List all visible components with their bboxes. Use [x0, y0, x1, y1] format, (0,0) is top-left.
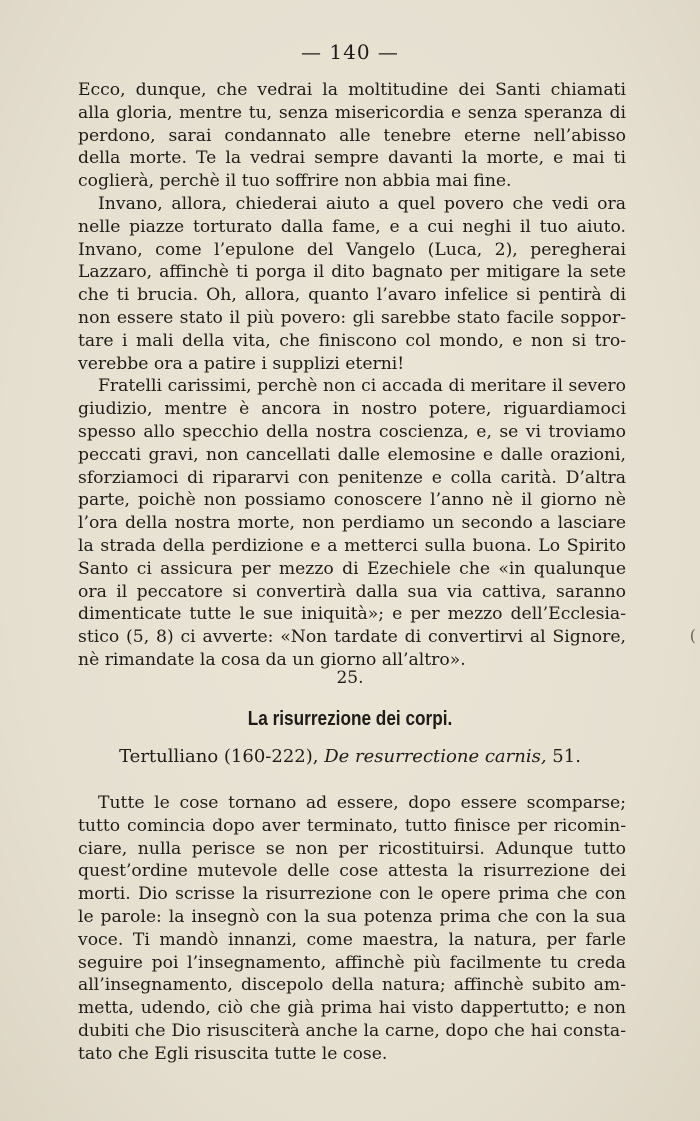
citation-work: De resurrectione carnis, — [324, 746, 547, 767]
text-block-sermon — [78, 79, 626, 672]
citation-author: Tertulliano (160-222), — [119, 746, 319, 767]
margin-mark: ( — [689, 626, 696, 645]
source-citation — [0, 746, 700, 767]
citation-chapter: 51. — [552, 746, 581, 767]
paragraph: Ecco, dunque, che vedrai la moltitudine dei Santi chiamati alla gloria, mentre tu, senza misericordia e senza speranza di perdono, sarai condannato alle tenebre eterne nell’abisso della morte. Te la vedrai sempre davanti la morte, e mai ti coglierà, perchè il tuo soffrire non abbia mai fine. — [78, 80, 626, 192]
paragraph: Tutte le cose tornano ad essere, dopo essere scomparse; tutto comincia dopo aver terminato, tutto finisce per ricominciare, nulla perisce se non per ricostituirsi. Adunque tutto quest’ordine mutevole delle cose attesta la risurrezione dei morti. Dio scrisse la risurrezione con le opere prima che con le parole: la insegnò con la sua potenza prima che con la sua voce. Ti mandò innanzi, come maestra, la natura, per farle seguire poi l’insegnamento, affinchè più facilmente tu creda all’insegnamento, discepolo della natura; affinchè subito ammetta, udendo, ciò che già prima hai visto dappertutto; e non dubiti che Dio risusciterà anche la carne, dopo che hai constatato che Egli risuscita tutte le cose. — [78, 793, 626, 1064]
paragraph: Invano, allora, chiederai aiuto a quel povero che vedi ora nelle piazze torturato dalla fame, e a cui neghi il tuo aiuto. Invano, come l’epulone del Vangelo (Luca, 2), peregherai Lazzaro, affinchè ti porga il dito bagnato per mitigare la sete che ti brucia. Oh, allora, quanto l’avaro infelice si pentirà di non essere stato il più povero: gli sarebbe stato facile sopportare i mali della vita, che finiscono col mondo, e non si troverebbe ora a patire i supplizi eterni! — [78, 193, 626, 374]
text-block-tertullian — [78, 792, 626, 1066]
page-number: — 140 — — [301, 40, 399, 64]
section-number: 25. — [336, 668, 364, 688]
paragraph: Fratelli carissimi, perchè non ci accada di meritare il severo giudizio, mentre è ancora in nostro potere, riguardiamoci spesso allo specchio della nostra coscienza, e, se vi troviamo peccati gravi, non cancellati dalle elemosine e dalle orazioni, sforziamoci di ripararvi con penitenze e colla carità. D’altra parte, poichè non possiamo conoscere l’anno nè il giorno nè l’ora della nostra morte, non perdiamo un secondo a lasciare la strada della perdizione e a metterci sulla buona. Lo Spirito Santo ci assicura per mezzo di Ezechiele che «in qualunque ora il peccatore si convertirà dalla sua via cattiva, saranno dimenticate tutte le sue iniquità»; e per mezzo dell’Ecclesiastico (5, 8) ci avverte: «Non tardate di convertirvi al Signore, nè rimandate la cosa da un giorno all’altro». — [78, 376, 626, 670]
section-title: La risurrezione dei corpi. — [247, 708, 453, 730]
